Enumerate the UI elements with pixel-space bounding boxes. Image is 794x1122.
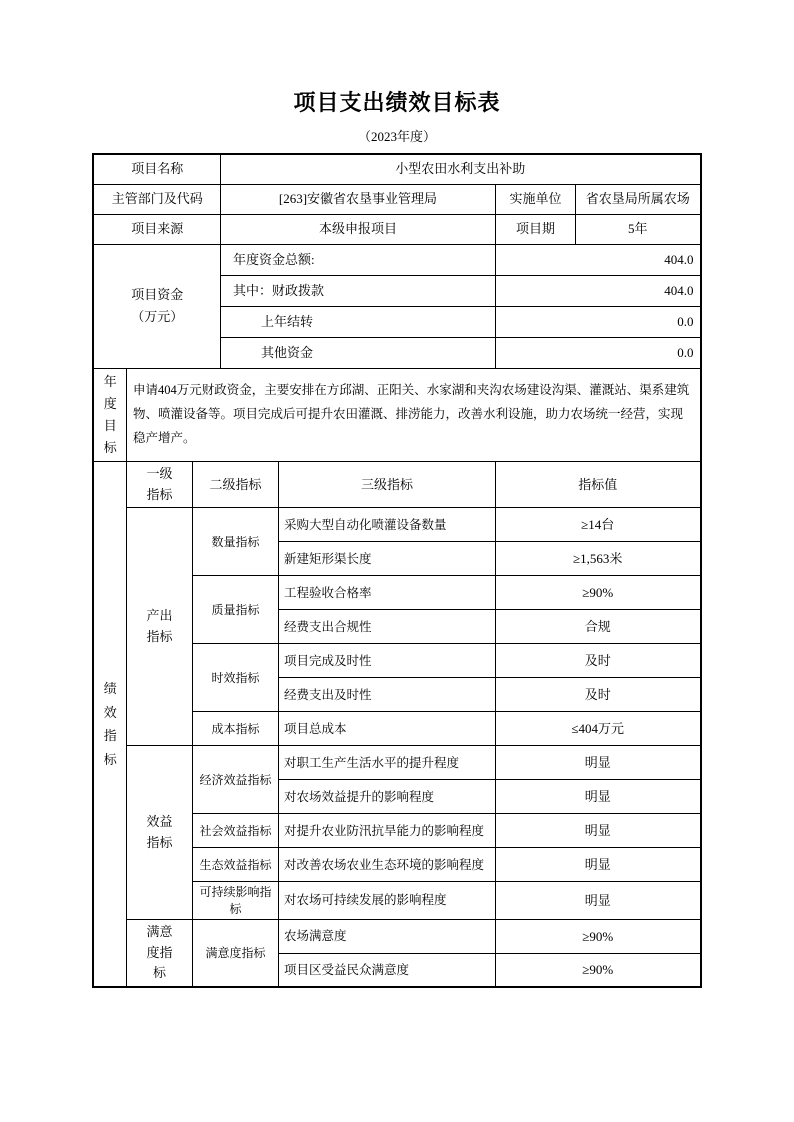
table-row <box>93 244 700 275</box>
project-name-label: 项目名称 <box>93 154 220 184</box>
metric-cell: 经费支出合规性 <box>278 610 495 644</box>
table-row <box>93 214 700 244</box>
header-level3: 三级指标 <box>278 461 495 508</box>
page-subtitle: （2023年度） <box>357 129 436 144</box>
target-cell: 明显 <box>495 882 700 919</box>
funding-total-value: 404.0 <box>495 244 700 275</box>
level2-social: 社会效益指标 <box>192 814 278 848</box>
funding-other-label: 其他资金 <box>220 337 495 368</box>
metric-cell: 新建矩形渠长度 <box>278 542 495 576</box>
target-cell: 明显 <box>495 746 700 780</box>
target-cell: 明显 <box>495 780 700 814</box>
header-value: 指标值 <box>495 461 700 508</box>
level2-quantity: 数量指标 <box>192 508 278 576</box>
level1-satisfaction: 满意度指标 <box>126 919 192 987</box>
level2-economic: 经济效益指标 <box>192 746 278 814</box>
table-row <box>93 461 700 508</box>
funding-other-value: 0.0 <box>495 337 700 368</box>
project-name-value: 小型农田水利支出补助 <box>220 154 700 184</box>
target-cell: 明显 <box>495 814 700 848</box>
level2-satisfaction: 满意度指标 <box>192 919 278 987</box>
annual-goal-label: 年度目标 <box>93 368 126 461</box>
target-cell: ≥90% <box>495 576 700 610</box>
level2-sustainability: 可持续影响指标 <box>192 882 278 919</box>
performance-side-label: 绩效指标 <box>93 461 126 987</box>
metric-cell: 农场满意度 <box>278 919 495 953</box>
table-row <box>93 154 700 184</box>
funding-total-label: 年度资金总额: <box>220 244 495 275</box>
funding-fiscal-value: 404.0 <box>495 275 700 306</box>
metric-cell: 对提升农业防汛抗旱能力的影响程度 <box>278 814 495 848</box>
level1-benefit: 效益指标 <box>126 746 192 919</box>
header-level2: 二级指标 <box>192 461 278 508</box>
project-period-value: 5年 <box>575 214 700 244</box>
metric-cell: 工程验收合格率 <box>278 576 495 610</box>
target-cell: ≥1,563米 <box>495 542 700 576</box>
annual-goal-text: 申请404万元财政资金，主要安排在方邱湖、正阳关、水家湖和夹沟农场建设沟渠、灌溉站、渠系建筑物、喷灌设备等。项目完成后可提升农田灌溉、排涝能力，改善水利设施，助力农场统一经营，实现稳产增产。 <box>126 368 700 461</box>
metric-cell: 对农场效益提升的影响程度 <box>278 780 495 814</box>
project-source-value: 本级申报项目 <box>220 214 495 244</box>
target-cell: ≥14台 <box>495 508 700 542</box>
impl-unit-value: 省农垦局所属农场 <box>575 184 700 214</box>
funding-block-label: 项目资金（万元） <box>93 244 220 368</box>
level2-cost: 成本指标 <box>192 712 278 746</box>
target-cell: 明显 <box>495 848 700 882</box>
table-row <box>93 184 700 214</box>
funding-carryover-label: 上年结转 <box>220 306 495 337</box>
project-period-label: 项目期 <box>495 214 575 244</box>
target-cell: 及时 <box>495 644 700 678</box>
table-row <box>93 746 700 780</box>
target-cell: ≥90% <box>495 953 700 987</box>
funding-carryover-value: 0.0 <box>495 306 700 337</box>
header-level1: 一级指标 <box>126 461 192 508</box>
target-cell: 合规 <box>495 610 700 644</box>
page-title: 项目支出绩效目标表 <box>293 90 501 115</box>
level2-quality: 质量指标 <box>192 576 278 644</box>
funding-fiscal-label: 其中：财政拨款 <box>220 275 495 306</box>
table-row <box>93 508 700 542</box>
performance-target-table <box>92 153 701 988</box>
target-cell: ≥90% <box>495 919 700 953</box>
dept-code-value: [263]安徽省农垦事业管理局 <box>220 184 495 214</box>
metric-cell: 对改善农场农业生态环境的影响程度 <box>278 848 495 882</box>
impl-unit-label: 实施单位 <box>495 184 575 214</box>
level2-timeliness: 时效指标 <box>192 644 278 712</box>
level2-ecological: 生态效益指标 <box>192 848 278 882</box>
metric-cell: 经费支出及时性 <box>278 678 495 712</box>
dept-code-label: 主管部门及代码 <box>93 184 220 214</box>
metric-cell: 项目总成本 <box>278 712 495 746</box>
target-cell: 及时 <box>495 678 700 712</box>
target-cell: ≤404万元 <box>495 712 700 746</box>
metric-cell: 采购大型自动化喷灌设备数量 <box>278 508 495 542</box>
level1-output: 产出指标 <box>126 508 192 746</box>
table-row <box>93 368 700 461</box>
project-source-label: 项目来源 <box>93 214 220 244</box>
table-row <box>93 919 700 953</box>
metric-cell: 对农场可持续发展的影响程度 <box>278 882 495 919</box>
metric-cell: 对职工生产生活水平的提升程度 <box>278 746 495 780</box>
metric-cell: 项目完成及时性 <box>278 644 495 678</box>
metric-cell: 项目区受益民众满意度 <box>278 953 495 987</box>
